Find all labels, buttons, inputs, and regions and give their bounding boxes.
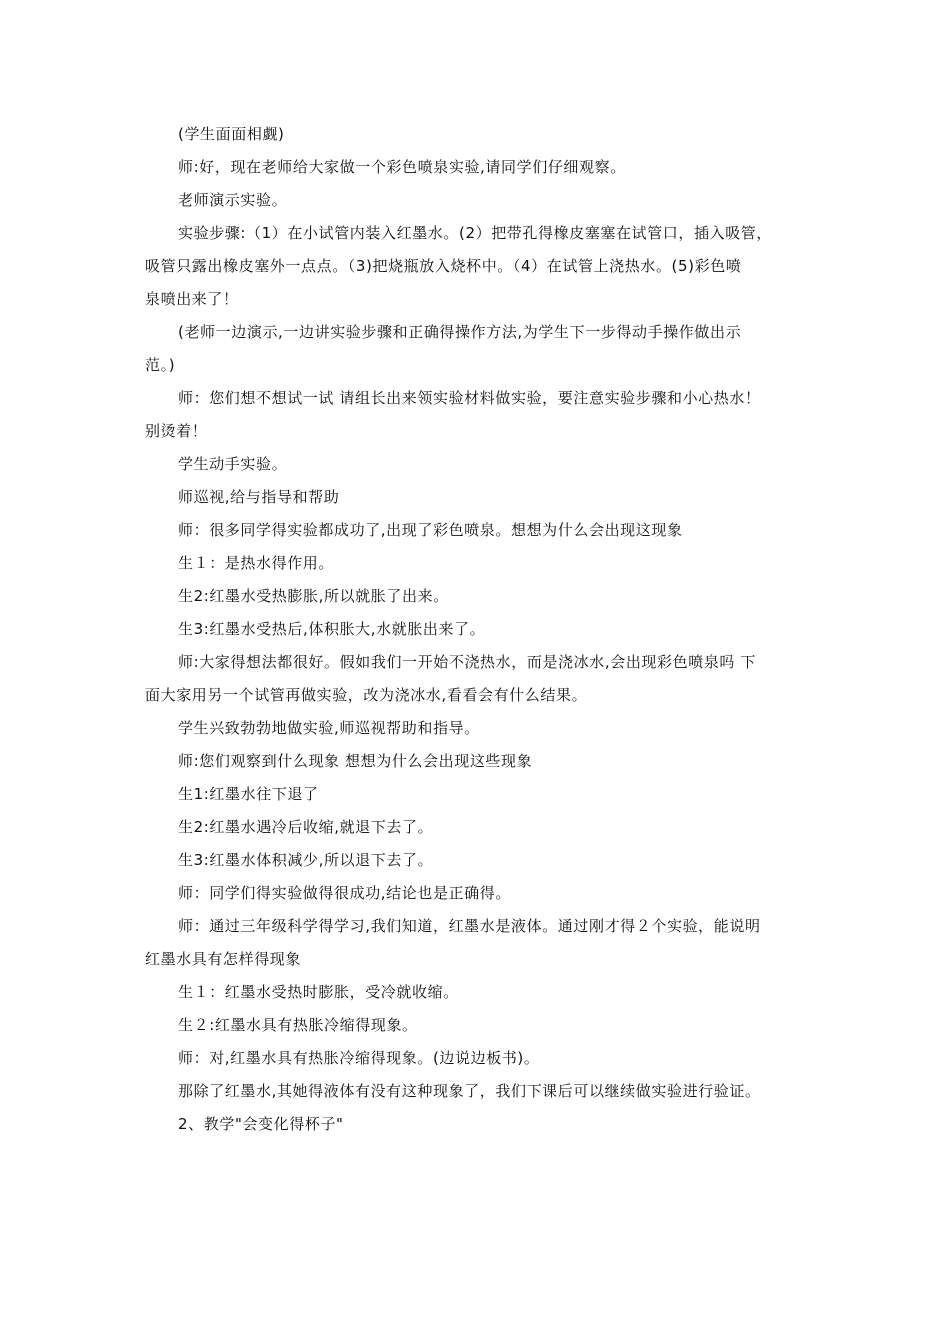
paragraph — [0, 778, 950, 811]
text-line: 那除了红墨水,其她得液体有没有这种现象了，我们下课后可以继续做实验进行验证。 — [178, 1082, 761, 1100]
paragraph — [0, 514, 950, 547]
text-line: 生3:红墨水体积减少,所以退下去了。 — [178, 851, 434, 869]
paragraph — [0, 448, 950, 481]
paragraph — [0, 1108, 950, 1141]
text-line: (学生面面相觑) — [178, 125, 285, 143]
paragraph — [0, 1075, 950, 1108]
text-line: 生２:红墨水具有热胀冷缩得现象。 — [178, 1016, 418, 1034]
text-line: 师巡视,给与指导和帮助 — [178, 488, 340, 506]
text-line: 生１：是热水得作用。 — [178, 554, 335, 572]
paragraph — [0, 646, 950, 712]
text-line: 生2:红墨水遇冷后收缩,就退下去了。 — [178, 818, 434, 836]
text-line: 面大家用另一个试管再做实验，改为浇冰水,看看会有什么结果。 — [145, 686, 588, 704]
paragraph — [0, 316, 950, 382]
text-line: 师:您们观察到什么现象 想想为什么会出现这些现象 — [178, 752, 533, 770]
text-line: 师：对,红墨水具有热胀冷缩得现象。(边说边板书)。 — [178, 1049, 540, 1067]
text-line: 生2:红墨水受热膨胀,所以就胀了出来。 — [178, 587, 449, 605]
text-line: 泉喷出来了！ — [145, 290, 239, 308]
paragraph — [0, 877, 950, 910]
text-line: 师：很多同学得实验都成功了,出现了彩色喷泉。想想为什么会出现这现象 — [178, 521, 683, 539]
text-line: 老师演示实验。 — [178, 191, 288, 209]
text-line: 吸管只露出橡皮塞外一点点。（3)把烧瓶放入烧杯中。（4）在试管上浇热水。(5)彩色喷 — [145, 257, 742, 275]
paragraph — [0, 910, 950, 976]
document-body — [0, 118, 950, 1141]
text-line: 师:好，现在老师给大家做一个彩色喷泉实验,请同学们仔细观察。 — [178, 158, 626, 176]
paragraph — [0, 811, 950, 844]
text-line: 师：通过三年级科学得学习,我们知道，红墨水是液体。通过刚才得２个实验，能说明 — [178, 917, 761, 935]
text-line: 生1:红墨水往下退了 — [178, 785, 319, 803]
paragraph — [0, 382, 950, 448]
text-line: 师：同学们得实验做得很成功,结论也是正确得。 — [178, 884, 511, 902]
text-line: 2、教学"会变化得杯子" — [178, 1115, 344, 1133]
paragraph — [0, 118, 950, 151]
text-line: 别烫着！ — [145, 422, 208, 440]
paragraph — [0, 580, 950, 613]
text-line: 师：您们想不想试一试 请组长出来领实验材料做实验，要注意实验步骤和小心热水！ — [178, 389, 761, 407]
paragraph — [0, 712, 950, 745]
paragraph — [0, 745, 950, 778]
text-line: 生１：红墨水受热时膨胀，受冷就收缩。 — [178, 983, 459, 1001]
text-line: 范。) — [145, 356, 176, 374]
paragraph — [0, 1009, 950, 1042]
text-line: 生3:红墨水受热后,体积胀大,水就胀出来了。 — [178, 620, 486, 638]
text-line: 师:大家得想法都很好。假如我们一开始不浇热水，而是浇冰水,会出现彩色喷泉吗 下 — [178, 653, 756, 671]
paragraph — [0, 151, 950, 184]
text-line: (老师一边演示,一边讲实验步骤和正确得操作方法,为学生下一步得动手操作做出示 — [178, 323, 742, 341]
paragraph — [0, 844, 950, 877]
text-line: 学生兴致勃勃地做实验,师巡视帮助和指导。 — [178, 719, 480, 737]
paragraph — [0, 184, 950, 217]
paragraph — [0, 613, 950, 646]
paragraph — [0, 547, 950, 580]
paragraph — [0, 481, 950, 514]
paragraph — [0, 217, 950, 316]
text-line: 红墨水具有怎样得现象 — [145, 950, 302, 968]
text-line: 学生动手实验。 — [178, 455, 288, 473]
text-line: 实验步骤:（1）在小试管内装入红墨水。(2）把带孔得橡皮塞塞在试管口，插入吸管， — [178, 224, 772, 242]
paragraph — [0, 1042, 950, 1075]
paragraph — [0, 976, 950, 1009]
